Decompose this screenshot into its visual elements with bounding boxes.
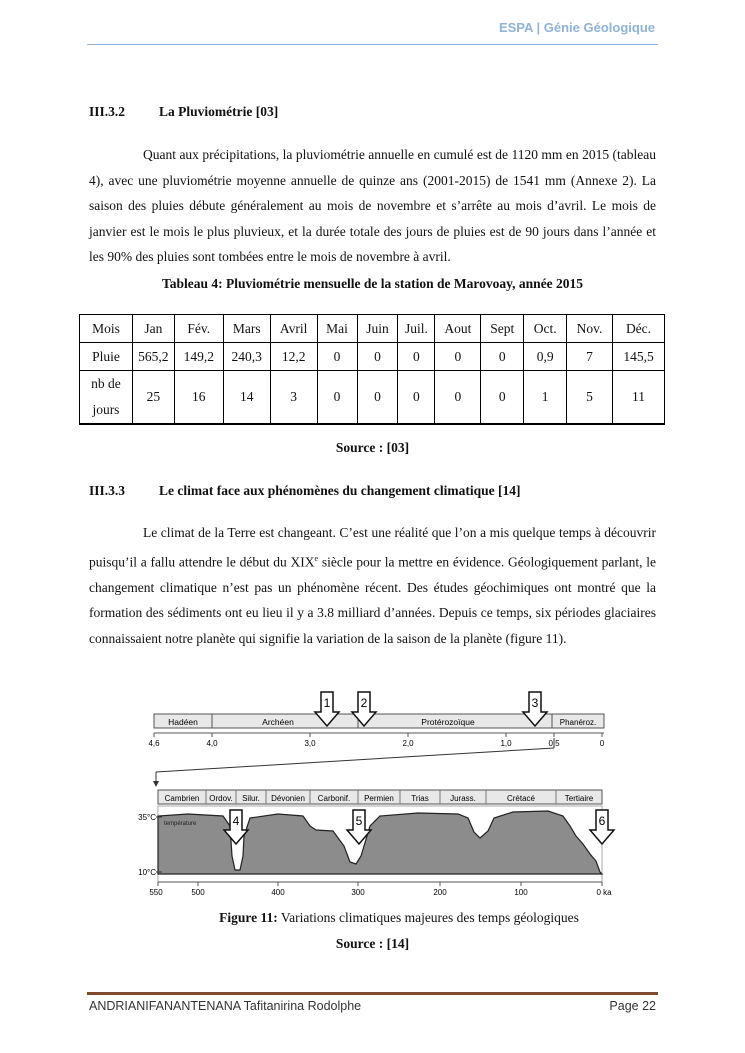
table-cell: nb de jours	[80, 371, 133, 425]
period-label: Permien	[364, 794, 394, 803]
table-caption: Tableau 4: Pluviométrie mensuelle de la station de Marovoay, année 2015	[161, 276, 584, 291]
svg-text:1: 1	[323, 696, 331, 710]
svg-text:2: 2	[360, 696, 368, 710]
period-label: Dévonien	[271, 794, 305, 803]
table-cell: 14	[223, 371, 270, 425]
period-label: Jurass.	[450, 794, 476, 803]
table-cell: 565,2	[132, 343, 174, 371]
table-cell: Fév.	[174, 315, 223, 343]
footer-rule	[87, 992, 658, 995]
table-cell: 0	[398, 343, 435, 371]
period-tick-label: 100	[514, 888, 528, 897]
header-rule	[87, 44, 658, 45]
table-cell: Mai	[317, 315, 357, 343]
eon-tick-label: 3,0	[304, 739, 316, 748]
period-tick-label: 550	[149, 888, 163, 897]
table-cell: 0	[357, 343, 398, 371]
table-cell: Jan	[132, 315, 174, 343]
paragraph-pluviometrie	[89, 142, 656, 270]
eon-label: Archéen	[262, 717, 294, 727]
table-cell: Mars	[223, 315, 270, 343]
table-cell: Sept	[481, 315, 524, 343]
eon-tick-label: 0,5	[548, 739, 560, 748]
table-row-rain-days	[80, 371, 665, 425]
zoom-connector	[156, 748, 554, 772]
table-cell: Aout	[435, 315, 481, 343]
rainfall-table	[79, 314, 665, 425]
table-cell: 0	[435, 343, 481, 371]
table-cell: 0	[317, 371, 357, 425]
eon-tick-label: 0	[599, 739, 605, 748]
footer-author: ANDRIANIFANANTENANA Tafitanirina Rodolphe	[89, 999, 362, 1013]
period-tick-label: 400	[271, 888, 285, 897]
superscript: e	[314, 553, 319, 563]
period-label: Tertiaire	[564, 794, 594, 803]
table-cell: 0	[481, 343, 524, 371]
period-label: Crétacé	[506, 794, 536, 803]
paragraph-text: Quant aux précipitations, la pluviométrie annuelle en cumulé est de 1120 mm en 2015 (tableau 4), avec une pluviométrie moyenne annuelle de quinze ans (2001-2015) de 1541 mm (Annexe 2). La saison des pluies débute généralement au mois de novembre et s’arrête au mois d’avril. Le mois de janvier est le mois le plus pluvieux, et la durée totale des jours de pluies est de 90 jours dans l’année et les 90% des pluies sont tombées entre le mois de novembre à avril.	[89, 147, 656, 264]
table-cell: 3	[270, 371, 317, 425]
table-cell: 0	[398, 371, 435, 425]
table-cell: 25	[132, 371, 174, 425]
paragraph-text: Le climat de la Terre est changeant. C’est une réalité que l’on a mis quelque temps à découvrir puisqu’il a fallu attendre le début du XIX	[89, 525, 656, 569]
header-title: ESPA | Génie Géologique	[498, 20, 655, 35]
table-row-rainfall	[80, 343, 665, 371]
period-tick-label: 200	[433, 888, 447, 897]
temperature-curve	[158, 811, 602, 874]
paragraph-text: siècle pour la mettre en évidence. Géologiquement parlant, le changement climatique n’est pas un phénomène récent. Des études géochimiques ont montré que la formation des sédiments ont eu lieu il y a 3.8 milliard d’années. Depuis ce temps, six périodes glaciaires connaissaient notre planète qui signifie la variation de la saison de la planète (figure 11).	[89, 554, 656, 646]
svg-text:5: 5	[355, 814, 363, 828]
table-source: Source : [03]	[335, 440, 410, 455]
eon-tick-label: 2,0	[402, 739, 414, 748]
section-title: La Pluviométrie [03]	[159, 104, 279, 119]
table-cell: 16	[174, 371, 223, 425]
table-cell: 0	[481, 371, 524, 425]
zoom-arrowhead	[153, 781, 159, 787]
table-cell: Pluie	[80, 343, 133, 371]
eon-label: Phanéroz.	[559, 718, 597, 727]
table-cell: Avril	[270, 315, 317, 343]
figure-caption-label: Figure 11:	[219, 910, 278, 925]
table-cell: 0	[357, 371, 398, 425]
eon-tick-label: 1,0	[500, 739, 512, 748]
table-cell: 0	[435, 371, 481, 425]
table-cell: 0	[317, 343, 357, 371]
eon-label: Protérozoïque	[421, 717, 475, 727]
eon-label: Hadéen	[168, 717, 198, 727]
period-label: Ordov.	[209, 794, 233, 803]
svg-text:4: 4	[232, 814, 240, 828]
table-cell: Déc.	[613, 315, 665, 343]
table-cell: Nov.	[567, 315, 613, 343]
figure-caption-text: Variations climatiques majeures des temps géologiques	[277, 910, 579, 925]
section-number: III.3.3	[89, 483, 126, 498]
period-tick-label: 300	[351, 888, 365, 897]
period-label: Trias	[411, 794, 429, 803]
geologic-climate-figure	[118, 686, 618, 901]
table-cell: 1	[524, 371, 567, 425]
footer-page-number: Page 22	[609, 999, 656, 1013]
table-cell: 149,2	[174, 343, 223, 371]
eon-tick-label: 4,6	[148, 739, 160, 748]
svg-text:3: 3	[531, 696, 539, 710]
temp-high-label: 35°C	[138, 813, 156, 822]
temp-caption: température	[164, 821, 197, 827]
table-cell: Mois	[80, 315, 133, 343]
period-label: Silur.	[242, 794, 260, 803]
table-cell: 145,5	[613, 343, 665, 371]
period-label: Carbonif.	[317, 794, 351, 803]
paragraph-climat	[89, 520, 656, 651]
table-row-months	[80, 315, 665, 343]
period-tick-label: 0 ka	[596, 888, 612, 897]
table-cell: 11	[613, 371, 665, 425]
period-tick-label: 500	[191, 888, 205, 897]
table-cell: 12,2	[270, 343, 317, 371]
section-title: Le climat face aux phénomènes du changement climatique [14]	[159, 483, 521, 498]
period-ticks	[158, 882, 602, 886]
table-cell: Juil.	[398, 315, 435, 343]
table-cell: 5	[567, 371, 613, 425]
section-heading-climat	[89, 483, 520, 499]
figure-source: Source : [14]	[335, 936, 410, 951]
table-cell: 7	[567, 343, 613, 371]
section-number: III.3.2	[89, 104, 126, 119]
table-cell: Oct.	[524, 315, 567, 343]
section-heading-pluviometrie	[89, 104, 278, 120]
table-cell: 240,3	[223, 343, 270, 371]
temp-low-label: 10°C	[138, 868, 156, 877]
eon-tick-label: 4,0	[206, 739, 218, 748]
eon-ticks	[154, 733, 602, 737]
svg-text:6: 6	[598, 814, 606, 828]
period-label: Cambrien	[164, 794, 200, 803]
figure-caption	[0, 910, 745, 926]
table-cell: 0,9	[524, 343, 567, 371]
table-cell: Juin	[357, 315, 398, 343]
